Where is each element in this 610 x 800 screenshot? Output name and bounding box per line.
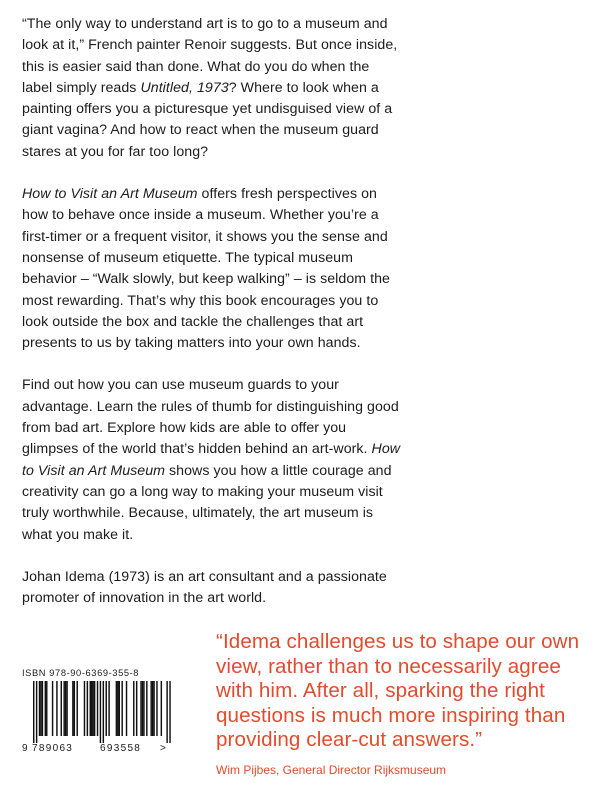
barcode-bar bbox=[116, 681, 117, 736]
p1-italic-title: Untitled, 1973 bbox=[140, 79, 229, 96]
barcode-bar bbox=[63, 681, 64, 736]
barcode-bar bbox=[87, 681, 88, 736]
isbn-barcode bbox=[22, 668, 182, 754]
p1-text-b: ? Where to look when a painting offers you a picturesque yet undisguised view of a giant vagina? And how to react when the museum guard stares at you for far too long? bbox=[22, 79, 393, 160]
barcode-bar bbox=[45, 681, 46, 736]
p2-book-title: How to Visit an Art Museum bbox=[22, 186, 198, 203]
barcode-bar bbox=[40, 681, 41, 736]
barcode-bar bbox=[56, 681, 57, 736]
barcode-bar bbox=[66, 681, 67, 736]
barcode-bar bbox=[90, 681, 91, 736]
barcode-digits bbox=[22, 743, 182, 754]
barcode-bar bbox=[108, 681, 109, 736]
isbn-label: ISBN 978-90-6369-355-8 bbox=[22, 668, 140, 678]
barcode-bar bbox=[61, 681, 62, 736]
p1-text-a: “The only way to understand art is to go to a museum and look at it,” French painter Renoir suggests. But once inside, this is easier said than done. What do you do when the label simply reads bbox=[22, 16, 398, 96]
barcode-bar bbox=[46, 681, 47, 736]
barcode-bar bbox=[117, 681, 118, 736]
barcode-guard-bar bbox=[33, 681, 34, 743]
barcode-bar bbox=[72, 681, 73, 736]
barcode-bar bbox=[74, 681, 75, 736]
p2-text: offers fresh perspectives on how to behave once inside a museum. Whether you’re a first-timer or a frequent visitor, it shows you the sense and nonsense of museum etiquette. The typical museum behavior – “Walk slowly, but keep walking” – is seldom the most rewarding. That’s why this book encourages you to look outside the box and tackle the challenges that art presents to us by taking matters into your own hands. bbox=[22, 186, 390, 352]
blurb bbox=[22, 14, 402, 630]
blurb-paragraph-1 bbox=[22, 14, 402, 163]
barcode-bar bbox=[150, 681, 151, 736]
barcode-right-digits: 693558 bbox=[100, 743, 142, 754]
barcode-bars bbox=[22, 681, 182, 743]
p3-book-title: How to Visit an Art Museum bbox=[22, 441, 401, 479]
barcode-bar bbox=[84, 681, 85, 736]
barcode-quiet-zone-mark: > bbox=[160, 743, 167, 754]
barcode-bar bbox=[106, 681, 107, 736]
barcode-bar bbox=[126, 681, 127, 736]
barcode-left-digits: 789063 bbox=[32, 743, 74, 754]
blurb-paragraph-2 bbox=[22, 184, 402, 354]
barcode-bar bbox=[136, 681, 137, 736]
barcode-bar bbox=[94, 681, 95, 736]
barcode-bar bbox=[39, 681, 40, 736]
p3-text-a: Find out how you can use museum guards to your advantage. Learn the rules of thumb for distinguishing good from bad art. Explore how kids are able to offer you glimpses of the world that’s hidden behind an art-work. bbox=[22, 377, 399, 458]
p3-text-b: shows you how a little courage and creativity can go a long way to making your museum visit truly worthwhile. Because, ultimately, the art museum is what you make it. bbox=[22, 462, 392, 543]
barcode-bar bbox=[92, 681, 93, 736]
barcode-bar bbox=[52, 681, 53, 736]
barcode-bar bbox=[91, 681, 92, 736]
quote-attribution: Wim Pijbes, General Director Rijksmuseum bbox=[216, 763, 447, 777]
barcode-bar bbox=[119, 681, 120, 736]
pull-quote-text: “Idema challenges us to shape our own view, rather than to necessarily agree with him. After all, sparking the right questions is much more inspiring than providing clear-cut answers.” bbox=[216, 630, 580, 752]
barcode-guard-bar bbox=[103, 681, 104, 743]
blurb-paragraph-3 bbox=[22, 375, 402, 545]
barcode-bar bbox=[42, 681, 43, 736]
barcode-guard-bar bbox=[169, 681, 170, 743]
barcode-bar bbox=[146, 681, 147, 736]
barcode-lead-digit: 9 bbox=[22, 743, 28, 754]
barcode-bar bbox=[65, 681, 66, 736]
pull-quote bbox=[216, 630, 601, 753]
barcode-bar bbox=[153, 681, 154, 736]
barcode-bar bbox=[121, 681, 122, 736]
barcode-guard-bar bbox=[36, 681, 37, 743]
barcode-guard-bar bbox=[166, 681, 167, 743]
barcode-bar bbox=[161, 681, 162, 736]
barcode-bar bbox=[152, 681, 153, 736]
barcode-bar bbox=[77, 681, 78, 736]
barcode-bar bbox=[140, 681, 141, 736]
barcode-bar bbox=[143, 681, 144, 736]
barcode-bar bbox=[142, 681, 143, 736]
author-bio: Johan Idema (1973) is an art consultant and a passionate promoter of innovation in the art world. bbox=[22, 568, 387, 607]
barcode-bar bbox=[133, 681, 134, 736]
barcode-guard-bar bbox=[100, 681, 101, 743]
barcode-bar bbox=[156, 681, 157, 736]
barcode-bar bbox=[97, 681, 98, 736]
